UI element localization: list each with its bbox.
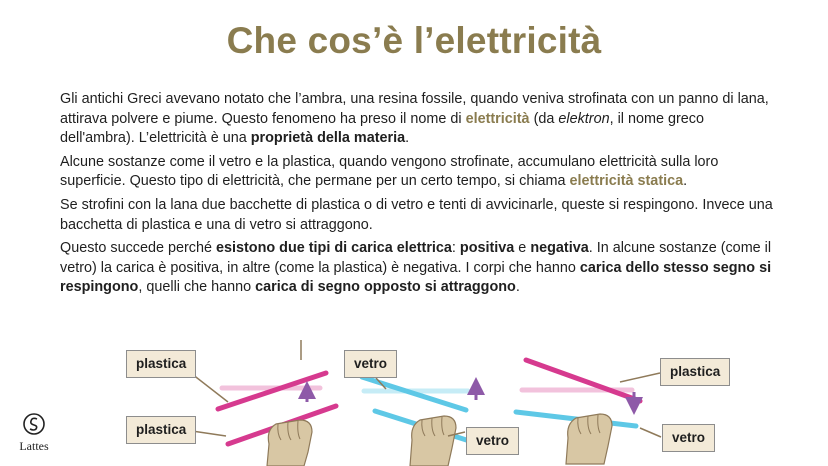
paragraph-1: Gli antichi Greci avevano notato che l’ambra, una resina fossile, quando veniva strofinata con un panno di lana, attirava polvere e piume. Questo fenomeno ha preso il nome di elettricità (da elektron, il nome greco dell'ambra). L’elettricità è una proprietà della materia.	[60, 91, 769, 147]
hand-icon	[410, 416, 456, 466]
scene-plastica-plastica	[192, 340, 336, 466]
charge-diagram	[0, 340, 828, 466]
scene-plastica-vetro	[516, 360, 661, 464]
label-plastica-bottom: plastica	[126, 416, 196, 444]
scene-vetro-vetro	[362, 377, 479, 466]
paragraph-3: Se strofini con la lana due bacchette di plastica o di vetro e tenti di avvicinarle, queste si respingono. Invece una bacchetta di plastica e una di vetro si attraggono.	[60, 196, 773, 233]
plastic-rod-top	[218, 373, 326, 409]
paragraph-2: Alcune sostanze come il vetro e la plastica, quando vengono strofinate, accumulano elettricità sulla loro superficie. Questo tipo di elettricità, che permane per un certo tempo, si chiama elettricità statica.	[60, 153, 719, 190]
plastic-rod	[526, 360, 640, 401]
label-vetro-right: vetro	[662, 424, 715, 452]
hand-icon	[566, 414, 612, 464]
hand-icon	[267, 420, 312, 466]
paragraph-4: Questo succede perché esistono due tipi di carica elettrica: positiva e negativa. In alcune sostanze (come il vetro) la carica è positiva, in altre (come la plastica) è negativa. I corpi che hanno carica dello stesso segno si respingono, quelli che hanno carica di segno opposto si attraggono.	[60, 240, 772, 296]
body-text	[60, 90, 780, 302]
term-proprieta: proprietà della materia	[250, 130, 406, 147]
pointer-line	[620, 373, 660, 382]
pointer-line	[640, 428, 661, 437]
label-plastica-top: plastica	[126, 350, 196, 378]
term-elettricita-statica: elettricità statica	[569, 173, 684, 190]
label-plastica-right: plastica	[660, 358, 730, 386]
term-elettricita: elettricità	[465, 110, 530, 127]
label-vetro-bottom: vetro	[466, 427, 519, 455]
page-title: Che cos’è l’elettricità	[226, 20, 602, 61]
label-vetro-top: vetro	[344, 350, 397, 378]
logo-text: Lattes	[19, 439, 49, 453]
term-elektron: elektron	[558, 110, 610, 127]
lattes-logo-icon	[22, 412, 46, 436]
pointer-line	[192, 431, 226, 436]
publisher-logo	[14, 412, 54, 454]
